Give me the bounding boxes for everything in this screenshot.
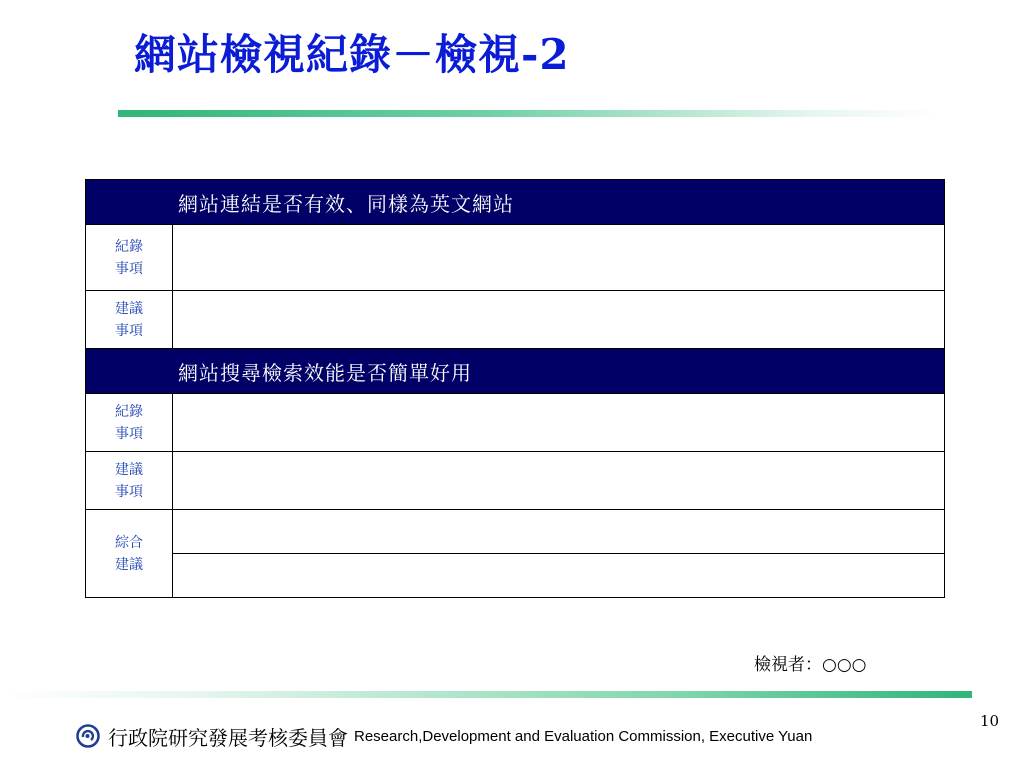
row-label-line: 建議 [115, 556, 143, 573]
row-label-line: 事項 [115, 322, 143, 339]
reviewer-signature-line: 檢視者：○○○ [754, 655, 867, 675]
table-row [86, 510, 945, 554]
rdec-logo-icon [76, 724, 100, 748]
row-label-line: 事項 [115, 425, 143, 442]
table-row [86, 291, 945, 349]
suggestion-entry-field[interactable] [173, 291, 945, 349]
section-header-text: 網站連結是否有效、同樣為英文網站 [178, 191, 514, 216]
section-header-text: 網站搜尋檢索效能是否簡單好用 [178, 360, 472, 385]
review-table [85, 179, 945, 598]
summary-label [86, 510, 173, 598]
section-header [86, 349, 945, 394]
row-label [86, 394, 173, 452]
row-label-line: 紀錄 [115, 238, 143, 255]
row-label-line: 事項 [115, 260, 143, 277]
record-entry-field[interactable] [173, 394, 945, 452]
section-header-row [86, 180, 945, 225]
section-header [86, 180, 945, 225]
page-title: 網站檢視紀錄－檢視-2 [134, 30, 570, 79]
footer-org-english: Research,Development and Evaluation Commission, Executive Yuan [354, 727, 813, 745]
summary-entry-field[interactable] [173, 510, 945, 554]
table-row [86, 394, 945, 452]
footer-org-chinese: 行政院研究發展考核委員會 [108, 725, 348, 750]
section-header-row [86, 349, 945, 394]
title-divider [118, 110, 938, 117]
page-number: 10 [980, 712, 1000, 730]
row-label-line: 綜合 [115, 534, 143, 551]
record-entry-field[interactable] [173, 225, 945, 291]
footer-divider [0, 691, 972, 698]
row-label-line: 事項 [115, 483, 143, 500]
table-row [86, 554, 945, 598]
summary-entry-field[interactable] [173, 554, 945, 598]
row-label [86, 291, 173, 349]
row-label [86, 452, 173, 510]
row-label-line: 紀錄 [115, 403, 143, 420]
row-label-line: 建議 [115, 461, 143, 478]
table-row [86, 452, 945, 510]
table-row [86, 225, 945, 291]
row-label [86, 225, 173, 291]
row-label-line: 建議 [115, 300, 143, 317]
suggestion-entry-field[interactable] [173, 452, 945, 510]
footer [76, 722, 812, 750]
